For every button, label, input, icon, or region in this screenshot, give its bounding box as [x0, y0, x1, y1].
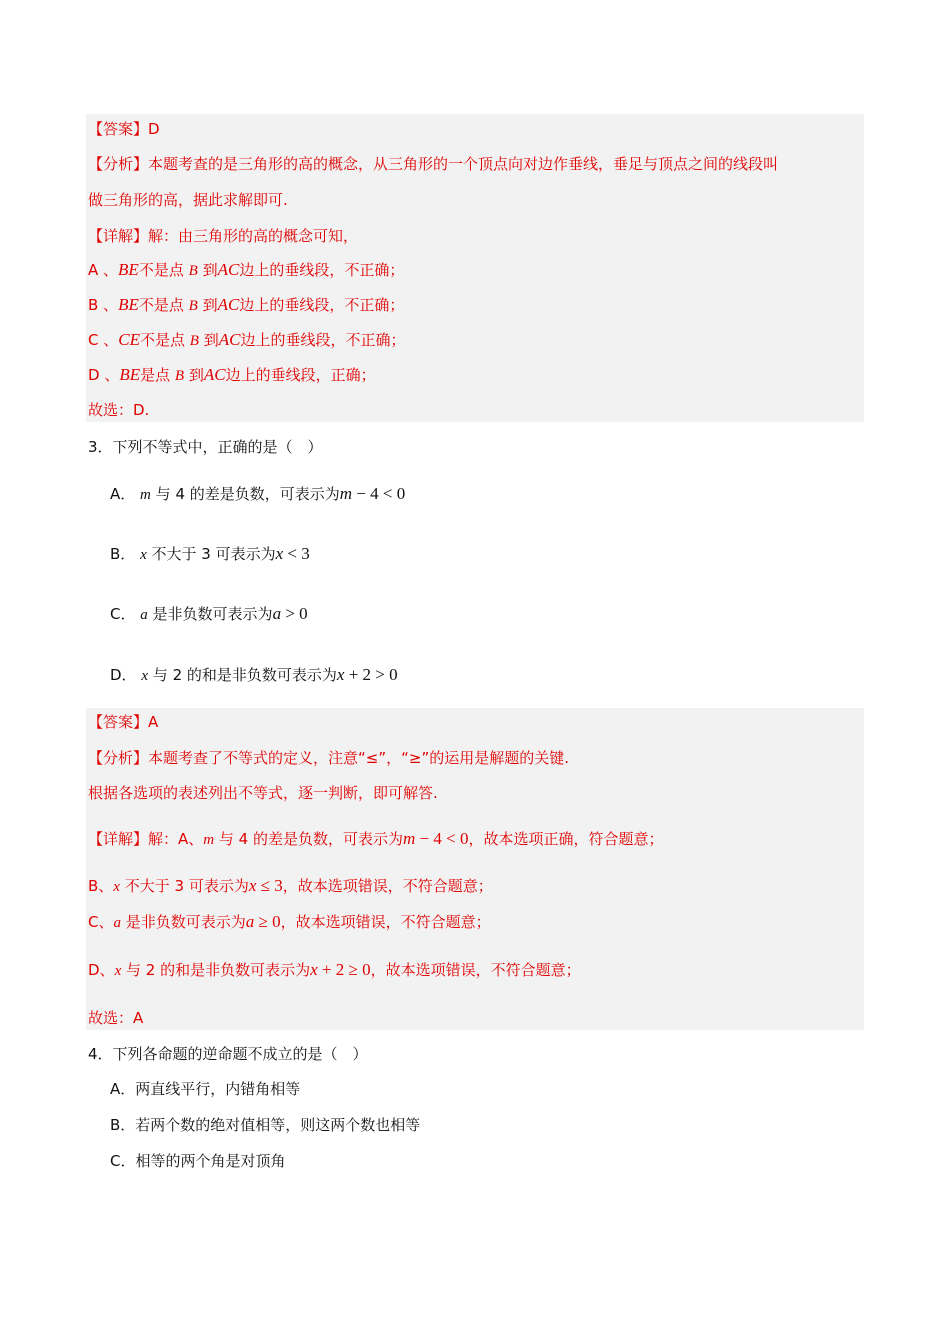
detail-suffix: ，故本选项错误，不符合题意；: [370, 961, 581, 979]
option-label: B．: [110, 1116, 136, 1134]
q3-option-d: [110, 665, 398, 686]
expression: ≥ 0: [254, 912, 281, 931]
line-name: AC: [217, 260, 240, 279]
q3-detail-c: [88, 912, 491, 933]
segment: BE: [119, 365, 141, 384]
detail-suffix: ，故本选项正确，符合题意；: [468, 830, 664, 848]
option-text: 边上的垂线段，不正确；: [240, 331, 406, 349]
option-text: 是非负数可表示为: [152, 605, 273, 623]
q2-answer: 【答案】D: [88, 120, 160, 138]
detail-prefix: B、: [88, 877, 114, 895]
option-prefix: C 、: [88, 331, 119, 349]
option-text: 与 2 的和是非负数可表示为: [152, 666, 337, 684]
q2-analysis-line-1: 【分析】本题考查的是三角形的高的概念，从三角形的一个顶点向对边作垂线，垂足与顶点之间的线段叫: [88, 155, 779, 173]
point: B: [174, 368, 185, 384]
q3-option-b: [110, 544, 310, 565]
option-text: 到: [203, 331, 219, 349]
q3-detail-a: [88, 829, 663, 850]
option-label: D．: [110, 666, 137, 684]
expression: > 0: [281, 604, 308, 623]
q3-analysis-line-1: 【分析】本题考查了不等式的定义，注意“≤”，“≥”的运用是解题的关键.: [88, 749, 569, 767]
q3-analysis-line-2: 根据各选项的表述列出不等式，逐一判断，即可解答.: [88, 784, 438, 802]
variable: x: [140, 547, 147, 563]
q4-stem: 4．下列各命题的逆命题不成立的是（ ）: [88, 1045, 368, 1063]
option-text: 不大于 3 可表示为: [151, 545, 276, 563]
option-text: 到: [202, 261, 218, 279]
q3-detail-b: [88, 876, 493, 897]
variable: x: [113, 879, 120, 895]
q2-analysis-line-2: 做三角形的高，据此求解即可.: [88, 191, 288, 209]
point: B: [189, 333, 199, 349]
option-text: 两直线平行，内错角相等: [135, 1080, 301, 1098]
variable: x: [114, 963, 122, 979]
option-label: A．: [110, 1080, 136, 1098]
option-text: 相等的两个角是对顶角: [135, 1152, 286, 1170]
q2-option-d: [88, 365, 376, 386]
q2-choice: 故选：D.: [88, 401, 150, 419]
q2-option-b: [88, 295, 404, 316]
line-name: AC: [203, 365, 226, 384]
expression: − 4 < 0: [352, 484, 406, 503]
option-text: 不是点: [138, 261, 184, 279]
point: B: [188, 298, 198, 314]
option-label: B．: [110, 545, 136, 563]
detail-text: 与 4 的差是负数，可表示为: [218, 830, 403, 848]
q2-option-a: [88, 260, 404, 281]
q4-option-c: [110, 1151, 286, 1171]
option-prefix: A 、: [88, 261, 119, 279]
line-name: AC: [217, 295, 240, 314]
option-text: 是点: [140, 366, 171, 384]
q4-option-b: [110, 1115, 420, 1135]
variable: m: [140, 487, 151, 503]
option-text: 与 4 的差是负数，可表示为: [155, 485, 340, 503]
expression: + 2 > 0: [344, 665, 398, 684]
option-text: 不是点: [138, 296, 184, 314]
expression: − 4 < 0: [415, 829, 469, 848]
expression-variable: x: [310, 960, 318, 979]
line-name: AC: [218, 330, 241, 349]
expression-variable: m: [402, 829, 416, 848]
detail-suffix: ，故本选项错误，不符合题意；: [282, 877, 493, 895]
detail-prefix: 【详解】解：A、: [88, 830, 204, 848]
expression-variable: a: [272, 604, 282, 623]
variable: a: [113, 915, 121, 931]
q4-option-a: [110, 1079, 300, 1099]
option-text: 边上的垂线段，不正确；: [239, 296, 405, 314]
variable: m: [203, 832, 215, 848]
detail-text: 与 2 的和是非负数可表示为: [126, 961, 311, 979]
segment: BE: [118, 295, 139, 314]
option-text: 边上的垂线段，不正确；: [239, 261, 405, 279]
segment: BE: [118, 260, 139, 279]
variable: x: [141, 668, 149, 684]
variable: a: [140, 607, 148, 623]
q3-detail-d: [88, 960, 581, 981]
q3-option-a: [110, 484, 405, 505]
option-label: C．: [110, 605, 136, 623]
q3-stem: 3．下列不等式中，正确的是（ ）: [88, 438, 323, 456]
q2-detail: 【详解】解：由三角形的高的概念可知，: [88, 227, 359, 245]
option-text: 到: [202, 296, 218, 314]
option-text: 若两个数的绝对值相等，则这两个数也相等: [135, 1116, 421, 1134]
option-text: 到: [188, 366, 204, 384]
q3-answer: 【答案】A: [88, 713, 159, 731]
expression: < 3: [283, 544, 310, 563]
q2-option-c: [88, 330, 406, 351]
expression: + 2 ≥ 0: [317, 960, 371, 979]
detail-prefix: C、: [88, 913, 114, 931]
option-text: 不是点: [139, 331, 185, 349]
q3-option-c: [110, 604, 308, 625]
q3-choice: 故选：A: [88, 1009, 144, 1027]
option-prefix: D 、: [88, 366, 120, 384]
expression-variable: a: [245, 912, 255, 931]
option-label: A．: [110, 485, 136, 503]
option-text: 边上的垂线段，正确；: [225, 366, 376, 384]
option-label: C．: [110, 1152, 136, 1170]
point: B: [188, 263, 198, 279]
option-prefix: B 、: [88, 296, 119, 314]
detail-text: 是非负数可表示为: [125, 913, 246, 931]
segment: CE: [118, 330, 140, 349]
expression-variable: m: [339, 484, 353, 503]
expression-variable: x: [275, 544, 284, 563]
detail-text: 不大于 3 可表示为: [124, 877, 249, 895]
detail-prefix: D、: [88, 961, 115, 979]
detail-suffix: ，故本选项错误，不符合题意；: [280, 913, 491, 931]
expression-variable: x: [248, 876, 257, 895]
expression-variable: x: [336, 665, 345, 684]
expression: ≤ 3: [256, 876, 283, 895]
